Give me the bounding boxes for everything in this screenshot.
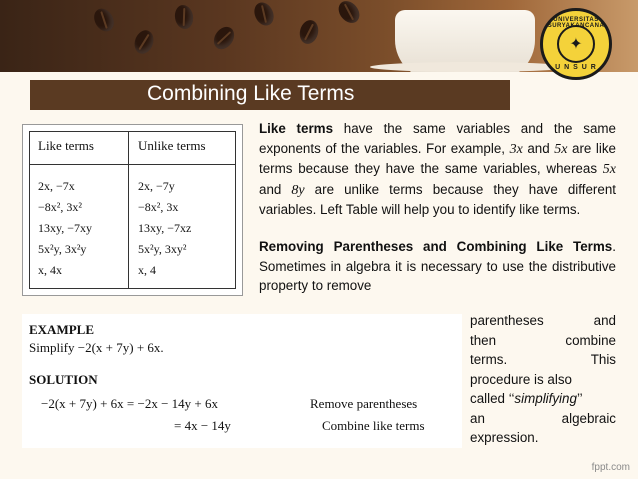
table-cell: −8x², 3x² (38, 200, 82, 214)
example-heading: EXAMPLE (29, 322, 94, 337)
math-term: 5x (602, 162, 616, 177)
coffee-bean-icon (173, 4, 195, 31)
math-term: 3x (509, 141, 523, 157)
coffee-bean-icon (90, 5, 118, 35)
text-word: algebraic (561, 410, 616, 426)
seal-bottom-text: U N S U R (555, 64, 597, 71)
table-divider (30, 164, 235, 165)
text-word: and (593, 313, 616, 328)
solution-step-2: = 4x − 14y (174, 418, 231, 433)
table-cell: 5x²y, 3x²y (38, 242, 87, 256)
table-cell: 2x, −7y (138, 179, 175, 193)
footer-brand: fppt.com (591, 462, 630, 473)
table-cell: 13xy, −7xz (138, 221, 192, 235)
coffee-bean-icon (210, 23, 239, 53)
like-terms-paragraph (259, 119, 616, 220)
table-header-like: Like terms (38, 138, 94, 153)
math-term: 5x (554, 141, 568, 157)
text-word: ’’ (576, 391, 583, 406)
solution-note-1: Remove parentheses (310, 396, 418, 411)
text-word: procedure is also (470, 371, 572, 387)
example-problem: Simplify −2(x + 7y) + 6x. (29, 340, 164, 355)
table-cell: 5x²y, 3xy² (138, 242, 187, 256)
continuation-text (470, 311, 616, 448)
text-word: an (470, 410, 485, 426)
text-word: expression. (470, 430, 539, 445)
table-cell: x, 4 (138, 263, 156, 277)
text-word: parentheses (470, 313, 544, 328)
saucer-icon (370, 62, 570, 72)
university-seal-logo (540, 8, 612, 80)
table-column-divider (128, 132, 129, 288)
paragraph-text: and (259, 181, 292, 197)
table-frame (29, 131, 236, 289)
like-terms-column (38, 176, 92, 281)
italic-term: simplifying (514, 391, 577, 406)
seal-top-text: UNIVERSITAS SURYAKANCANA (547, 17, 605, 29)
coffee-bean-icon (297, 18, 321, 46)
removing-parentheses-paragraph (259, 237, 616, 296)
paragraph-text: and (522, 140, 555, 156)
text-word: combine (565, 332, 616, 348)
slide-title: Combining Like Terms (147, 82, 355, 105)
table-cell: 13xy, −7xy (38, 221, 92, 235)
table-cell: x, 4x (38, 263, 62, 277)
table-cell: 2x, −7x (38, 179, 75, 193)
example-figure (22, 314, 462, 448)
coffee-bean-icon (131, 28, 156, 57)
text-word: called ‘‘ (470, 391, 515, 406)
bold-heading: Removing Parentheses and Combining Like Terms (259, 239, 613, 254)
text-word: then (470, 332, 497, 348)
table-header-unlike: Unlike terms (138, 138, 206, 153)
unlike-terms-column (138, 176, 191, 281)
solution-note-2: Combine like terms (322, 418, 425, 433)
coffee-bean-icon (334, 0, 363, 27)
coffee-bean-icon (251, 0, 277, 29)
text-word: This (590, 352, 616, 367)
paragraph-text: have the same variables and the same exponents of the variables. For example, (259, 121, 616, 156)
table-cell: −8x², 3x (138, 200, 179, 214)
garuda-icon: ✦ (557, 25, 595, 63)
text-word: terms. (470, 352, 508, 367)
math-term: 8y (291, 182, 305, 198)
bold-term: Like terms (259, 121, 334, 136)
solution-heading: SOLUTION (29, 372, 98, 387)
paragraph-text: are like terms because they have the same variables, whereas (259, 140, 616, 176)
like-terms-table (22, 124, 243, 296)
solution-step-1: −2(x + 7y) + 6x = −2x − 14y + 6x (41, 396, 218, 411)
paragraph-text: are unlike terms because they have different variables. Left Table will help you to identify like terms. (259, 181, 616, 217)
paragraph-text: . Sometimes in algebra it is necessary to use the distributive property to remove (259, 239, 616, 293)
